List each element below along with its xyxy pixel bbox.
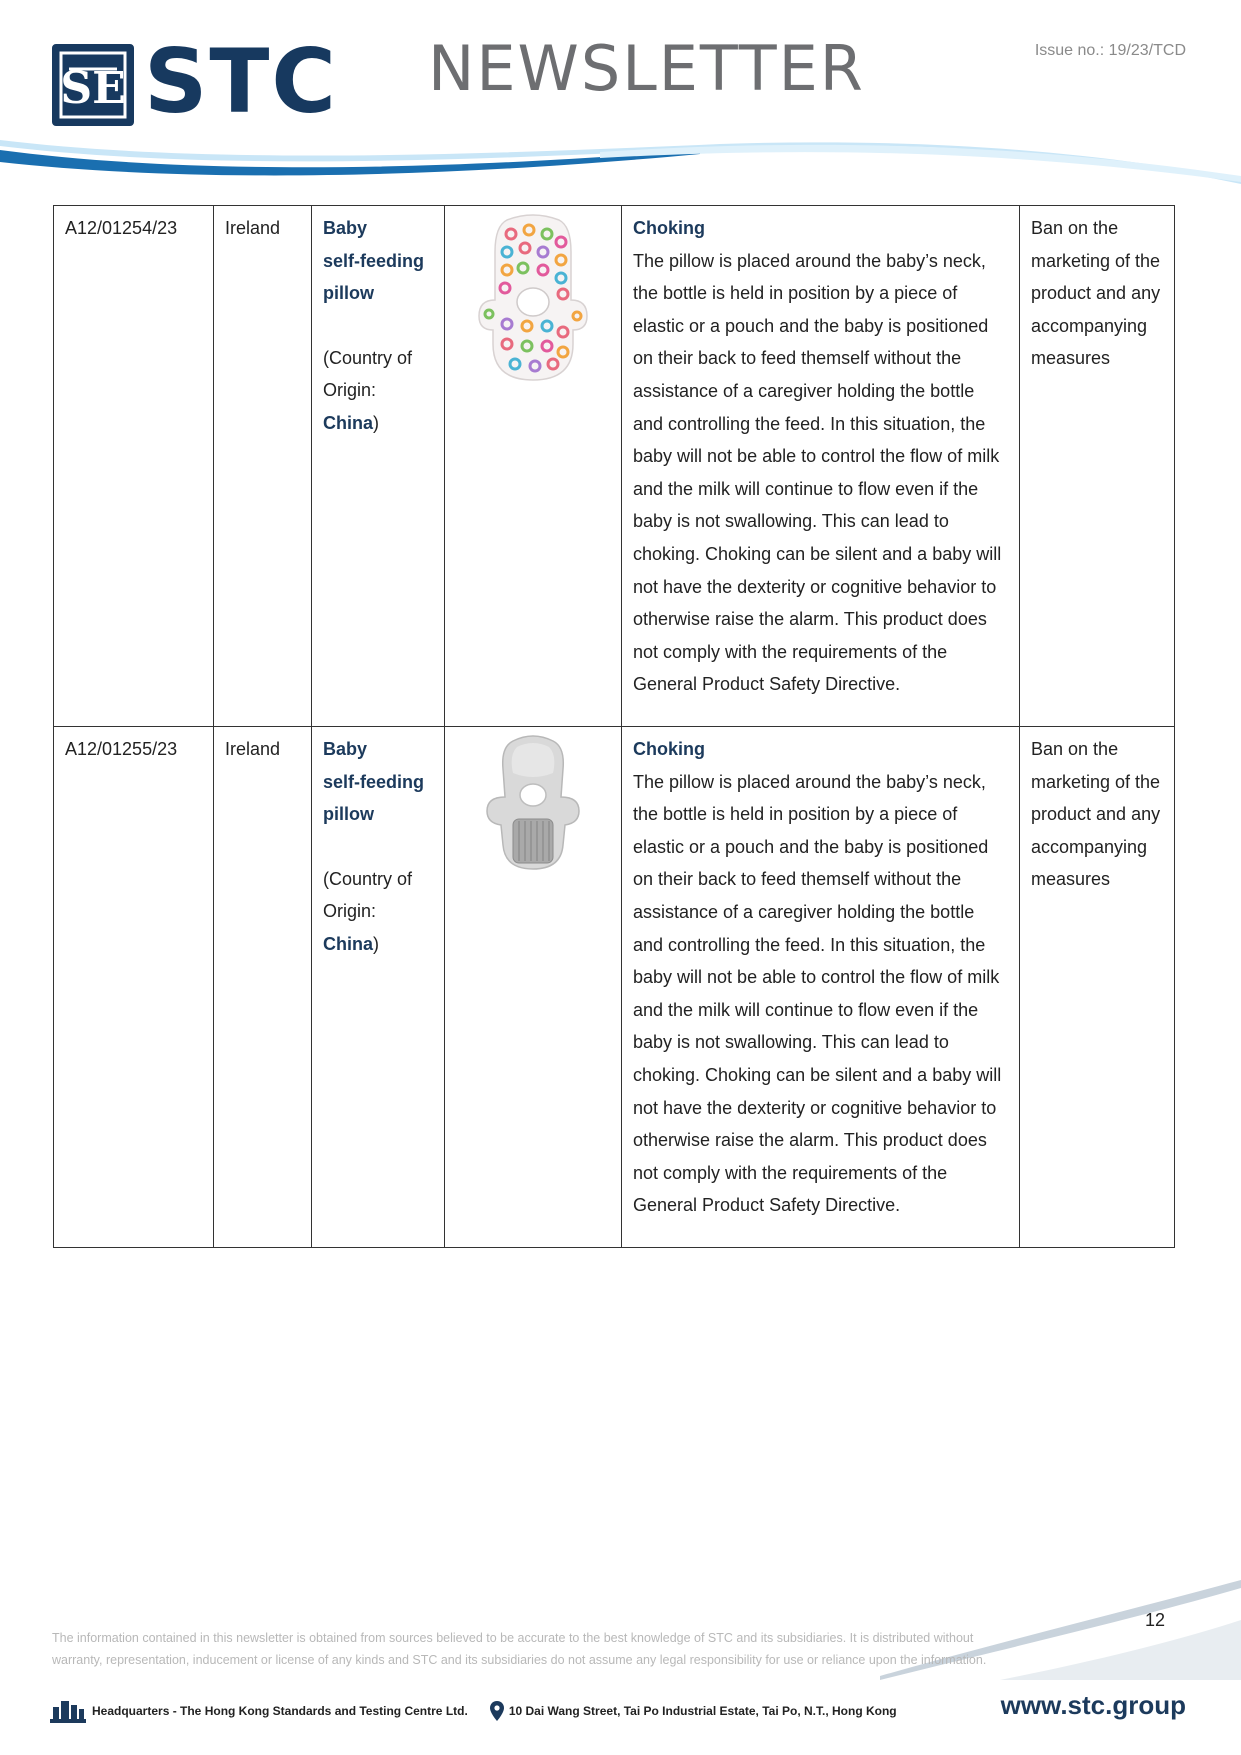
- hazard-description: The pillow is placed around the baby’s neck, the bottle is held in position by a piece of elastic or a pouch and the baby is positioned on their back to feed themself without the assistance of a caregiver holding the bottle and controlling the feed. In this situation, the baby will not be able to control the flow of milk and the milk will continue to flow even if the baby is not swallowing. This can lead to choking. Choking can be silent and a baby will not have the dexterity or cognitive behavior to otherwise raise the alarm. This product does not comply with the requirements of the General Product Safety Directive.: [633, 250, 1002, 695]
- product-name-line: self-feeding: [323, 771, 425, 792]
- notifying-country: Ireland: [214, 727, 312, 1248]
- stc-logo: [52, 30, 352, 133]
- product-name-line: pillow: [323, 283, 374, 304]
- hazard-description: The pillow is placed around the baby’s neck, the bottle is held in position by a piece of elastic or a pouch and the baby is positioned on their back to feed themself without the assistance of a caregiver holding the bottle and controlling the feed. In this situation, the baby will not be able to control the flow of milk and the milk will continue to flow even if the baby is not swallowing. This can lead to choking. Choking can be silent and a baby will not have the dexterity or cognitive behavior to otherwise raise the alarm. This product does not comply with the requirements of the General Product Safety Directive.: [633, 771, 1002, 1216]
- issue-number: Issue no.: 19/23/TCD: [1034, 42, 1186, 59]
- location-pin-icon: [490, 1701, 504, 1721]
- product-name-line: self-feeding: [323, 250, 425, 271]
- product-cell: [312, 206, 445, 727]
- address-text: 10 Dai Wang Street, Tai Po Industrial Estate, Tai Po, N.T., Hong Kong: [508, 1704, 897, 1718]
- stc-logo-mark-icon: [52, 44, 134, 126]
- origin-prefix: (Country of: [323, 347, 413, 368]
- header-swoosh-decoration: [0, 140, 1241, 200]
- hazard-title: Choking: [633, 739, 705, 759]
- origin-label: Origin:: [323, 901, 377, 922]
- newsletter-title: NEWSLETTER: [428, 32, 865, 105]
- website-link[interactable]: www.stc.group: [1000, 1690, 1186, 1720]
- stc-logo-text: STC: [144, 30, 338, 133]
- product-name-line: Baby: [323, 218, 368, 238]
- product-cell: [312, 727, 445, 1248]
- page-number: 12: [1145, 1610, 1166, 1630]
- product-image-cell: [445, 206, 622, 727]
- origin-suffix: ): [373, 933, 380, 954]
- product-name-line: Baby: [323, 739, 368, 759]
- notifying-country: Ireland: [214, 206, 312, 727]
- hazard-cell: [622, 206, 1020, 727]
- reference-number: A12/01255/23: [54, 727, 214, 1248]
- table-row: [54, 206, 1175, 727]
- table-row: [54, 727, 1175, 1248]
- origin-prefix: (Country of: [323, 868, 413, 889]
- recall-table: [53, 205, 1175, 1248]
- origin-country: China: [323, 933, 374, 954]
- measures-taken: Ban on the marketing of the product and any accompanying measures: [1020, 206, 1175, 727]
- product-image-cell: [445, 727, 622, 1248]
- origin-suffix: ): [373, 412, 380, 433]
- reference-number: A12/01254/23: [54, 206, 214, 727]
- origin-label: Origin:: [323, 380, 377, 401]
- disclaimer-text: The information contained in this newsletter is obtained from sources believed to be accurate to the best knowledge of STC and its subsidiaries. It is distributed without warranty, representation, inducement or license of any kinds and STC and its subsidiaries do not assume any legal responsibility for use or reliance upon the information.: [52, 1631, 987, 1667]
- baby-pillow-grey-image: [483, 733, 583, 873]
- hazard-cell: [622, 727, 1020, 1248]
- baby-pillow-donut-print-image: [477, 212, 589, 384]
- svg-text:SE: SE: [60, 63, 126, 114]
- hazard-title: Choking: [633, 218, 705, 238]
- product-name-line: pillow: [323, 804, 374, 825]
- origin-country: China: [323, 412, 374, 433]
- building-icon: [50, 1699, 86, 1723]
- headquarters-text: Headquarters - The Hong Kong Standards and Testing Centre Ltd.: [92, 1704, 468, 1718]
- measures-taken: Ban on the marketing of the product and any accompanying measures: [1020, 727, 1175, 1248]
